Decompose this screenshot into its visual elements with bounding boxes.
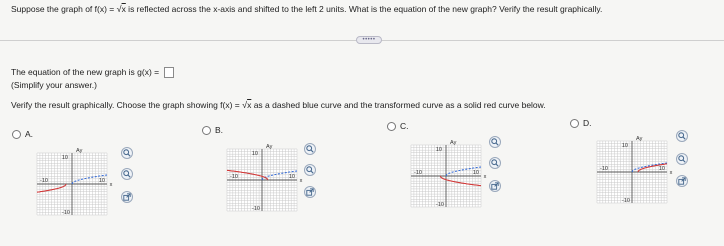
option-d-radio[interactable] (570, 119, 579, 128)
tick-label-bottom: -10 (436, 202, 444, 208)
open-graph-icon[interactable] (304, 186, 316, 198)
option-c-radio[interactable] (387, 122, 396, 131)
option-b-label: B. (215, 125, 224, 135)
zoom-out-icon[interactable] (121, 168, 133, 180)
zoom-in-icon[interactable] (489, 136, 501, 148)
zoom-out-icon[interactable] (304, 164, 316, 176)
graph-canvas (590, 134, 674, 210)
open-graph-icon[interactable] (121, 191, 133, 203)
graph-canvas (30, 146, 114, 222)
graph-canvas (220, 142, 304, 218)
open-graph-icon[interactable] (489, 180, 501, 192)
option-c-graph (404, 138, 488, 216)
x-axis-label: x (299, 178, 303, 184)
zoom-in-icon[interactable] (121, 147, 133, 159)
tick-label-right: 10 (288, 174, 295, 180)
tick-label-bottom: -10 (252, 206, 260, 212)
tick-label-left: -10 (600, 166, 608, 172)
graph-canvas (404, 138, 488, 214)
question-text: Suppose the graph of f(x) = √x is reflected across the x-axis and shifted to the left 2 units. What is the equation of the new graph? Verify the result graphically. (11, 4, 603, 14)
option-a[interactable] (12, 129, 33, 139)
open-graph-icon[interactable] (676, 175, 688, 187)
zoom-out-icon[interactable] (489, 157, 501, 169)
tick-label-right: 10 (98, 178, 105, 184)
option-a-graph (30, 146, 114, 224)
tick-label-left: -10 (40, 178, 48, 184)
tick-label-left: -10 (230, 174, 238, 180)
option-b-graph (220, 142, 304, 220)
option-d-graph (590, 134, 674, 212)
y-axis-label: Ay (636, 136, 643, 142)
tick-label-top: 10 (435, 147, 442, 153)
tick-label-bottom: -10 (622, 198, 630, 204)
tick-label-bottom: -10 (62, 210, 70, 216)
y-axis-label: Ay (450, 140, 457, 146)
x-axis-label: x (669, 170, 673, 176)
expand-handle[interactable]: ••••• (356, 36, 382, 44)
tick-label-right: 10 (472, 170, 479, 176)
option-b[interactable] (202, 125, 223, 135)
verify-instructions: Verify the result graphically. Choose the graph showing f(x) = √x as a dashed blue curve and the transformed curve as a solid red curve below. (11, 100, 546, 110)
option-d[interactable] (570, 118, 592, 128)
option-c[interactable] (387, 121, 409, 131)
option-a-label: A. (25, 129, 34, 139)
tick-label-top: 10 (61, 155, 68, 161)
zoom-out-icon[interactable] (676, 153, 688, 165)
y-axis-label: Ay (266, 144, 273, 150)
tick-label-top: 10 (251, 151, 258, 157)
answer-prompt: The equation of the new graph is g(x) = (11, 67, 174, 78)
option-b-radio[interactable] (202, 126, 211, 135)
option-a-radio[interactable] (12, 130, 21, 139)
tick-label-top: 10 (621, 143, 628, 149)
x-axis-label: x (109, 182, 113, 188)
option-c-label: C. (400, 121, 409, 131)
answer-input[interactable] (164, 67, 174, 78)
zoom-in-icon[interactable] (676, 130, 688, 142)
option-d-label: D. (583, 118, 592, 128)
y-axis-label: Ay (76, 148, 83, 154)
tick-label-left: -10 (414, 170, 422, 176)
simplify-hint: (Simplify your answer.) (11, 80, 97, 90)
zoom-in-icon[interactable] (304, 143, 316, 155)
x-axis-label: x (483, 174, 487, 180)
tick-label-right: 10 (658, 166, 665, 172)
